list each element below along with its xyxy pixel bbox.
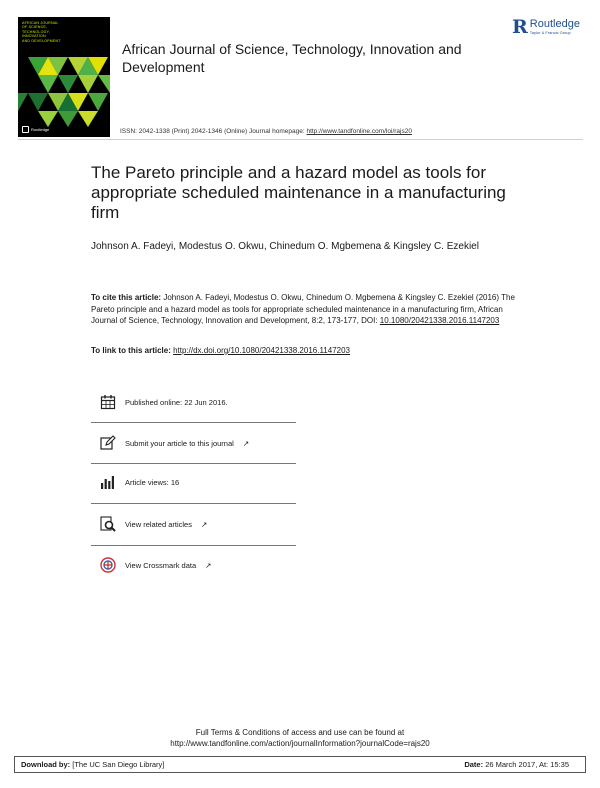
related-articles-link[interactable]: View related articles (125, 519, 192, 529)
article-views-text: Article views: 16 (125, 477, 180, 487)
submit-article-row[interactable] (100, 424, 295, 462)
journal-cover (18, 17, 110, 137)
cite-doi-link[interactable]: 10.1080/20421338.2016.1147203 (379, 316, 500, 325)
crossmark-icon (100, 557, 116, 573)
routledge-small-icon (22, 126, 29, 133)
published-online-text: Published online: 22 Jun 2016. (125, 397, 228, 407)
routledge-r-icon: R (512, 16, 528, 38)
header-divider (18, 139, 583, 140)
issn-line: ISSN: 2042-1338 (Print) 2042-1346 (Online) Journal homepage: http://www.tandfonline.com/loi/rajs20 (120, 128, 412, 135)
link-label: To link to this article: (91, 346, 171, 355)
article-views-row (100, 463, 295, 501)
cover-publisher: Routledge (22, 126, 49, 133)
edit-icon (100, 435, 116, 451)
article-title: The Pareto principle and a hazard model as tools for appropriate scheduled maintenance in a manufacturing firm (91, 163, 506, 222)
publisher-name: Routledge (529, 18, 580, 30)
terms-link[interactable]: http://www.tandfonline.com/action/journalInformation?journalCode=rajs20 (170, 739, 430, 748)
submit-article-link[interactable]: Submit your article to this journal (125, 438, 234, 448)
search-icon (100, 516, 116, 532)
crossmark-link[interactable]: View Crossmark data (125, 560, 197, 570)
cite-text: Johnson A. Fadeyi, Modestus O. Okwu, Chinedum O. Mgbemena & Kingsley C. Ezekiel (2016) The Pareto principle and a hazard model as tools for appropriate scheduled maintenance in a manufacturing firm, African Journal of Science, Technology, Innovation and Development, 8:2, 173-177, DOI: (91, 293, 515, 325)
external-link-icon: ↗ (200, 519, 208, 529)
journal-homepage-link[interactable]: http://www.tandfonline.com/loi/rajs20 (306, 128, 412, 135)
journal-title: African Journal of Science, Technology, Innovation and Development (122, 41, 462, 75)
download-info-box (14, 756, 586, 773)
downloaded-by: Download by: [The UC San Diego Library] (21, 760, 165, 769)
related-articles-row[interactable] (100, 505, 295, 543)
article-authors: Johnson A. Fadeyi, Modestus O. Okwu, Chinedum O. Mgbemena & Kingsley C. Ezekiel (91, 241, 479, 252)
info-divider (91, 422, 296, 423)
cite-label: To cite this article: (91, 293, 162, 302)
bar-chart-icon (100, 474, 116, 490)
calendar-icon (100, 394, 116, 410)
article-link-line (91, 346, 350, 355)
download-date: Date: 26 March 2017, At: 15:35 (464, 760, 569, 769)
terms-line-1: Full Terms & Conditions of access and use can be found at (195, 728, 405, 737)
article-doi-link[interactable]: http://dx.doi.org/10.1080/20421338.2016.1147203 (173, 346, 350, 355)
cover-title: AFRICAN JOURNAL OF SCIENCE, TECHNOLOGY, INNOVATION AND DEVELOPMENT (22, 21, 61, 43)
info-divider (91, 503, 296, 504)
external-link-icon: ↗ (205, 560, 212, 570)
external-link-icon: ↗ (242, 438, 250, 448)
citation-block (91, 292, 521, 327)
crossmark-row[interactable] (100, 546, 295, 584)
publisher-logo (512, 18, 580, 37)
published-online-row (100, 383, 295, 421)
publisher-tagline: Taylor & Francis Group (529, 30, 571, 35)
